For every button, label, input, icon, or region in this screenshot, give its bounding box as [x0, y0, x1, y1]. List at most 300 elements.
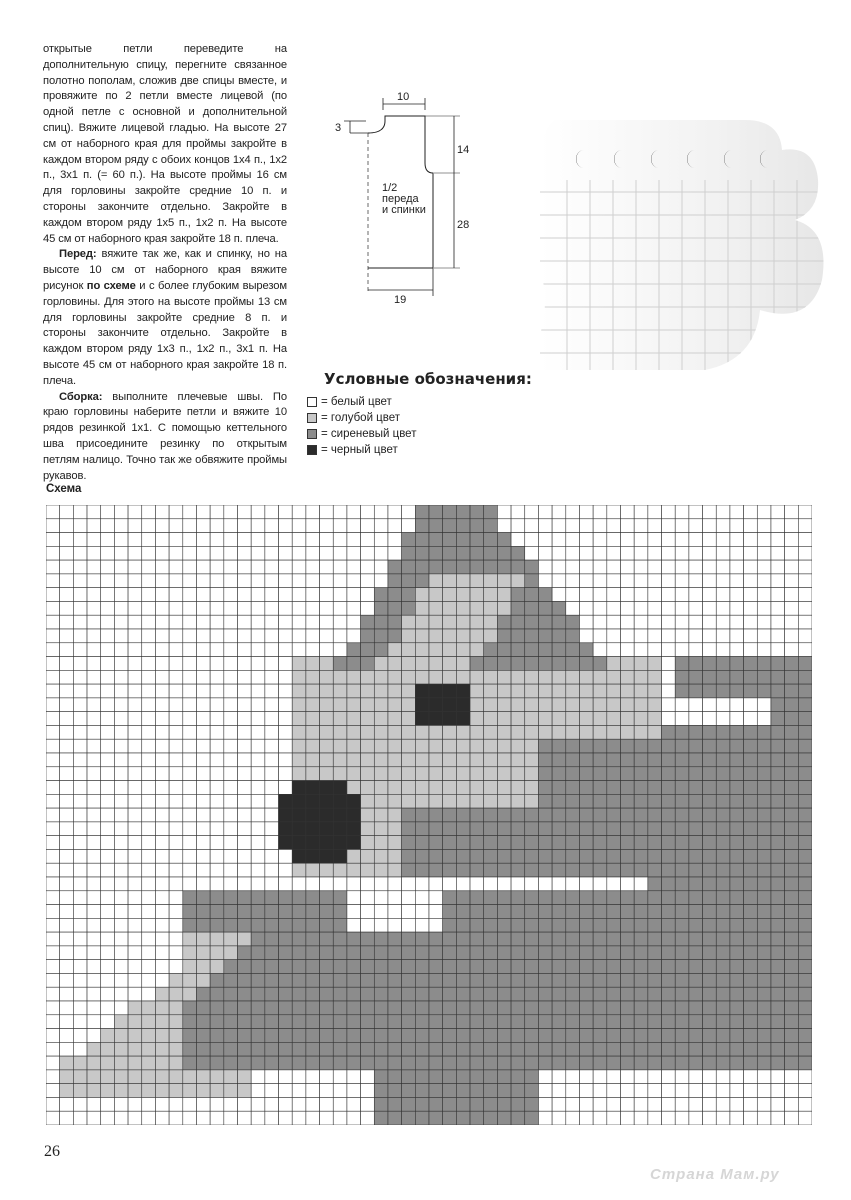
chart-cell: [429, 533, 443, 547]
chart-cell: [87, 877, 101, 891]
chart-cell: [402, 698, 416, 712]
chart-cell: [292, 1111, 306, 1125]
chart-cell: [402, 643, 416, 657]
chart-cell: [470, 1084, 484, 1098]
chart-cell: [251, 794, 265, 808]
chart-cell: [566, 1001, 580, 1015]
chart-cell: [470, 629, 484, 643]
chart-cell: [183, 712, 197, 726]
chart-cell: [306, 629, 320, 643]
chart-cell: [60, 767, 74, 781]
chart-cell: [101, 588, 115, 602]
chart-cell: [196, 684, 210, 698]
chart-cell: [183, 891, 197, 905]
chart-cell: [497, 698, 511, 712]
chart-cell: [415, 560, 429, 574]
chart-cell: [415, 1111, 429, 1125]
chart-cell: [87, 960, 101, 974]
chart-cell: [730, 643, 744, 657]
chart-cell: [798, 1029, 812, 1043]
chart-cell: [279, 725, 293, 739]
chart-cell: [621, 574, 635, 588]
chart-cell: [771, 781, 785, 795]
chart-cell: [87, 712, 101, 726]
chart-cell: [634, 505, 648, 519]
chart-cell: [155, 629, 169, 643]
chart-cell: [593, 1015, 607, 1029]
chart-cell: [46, 643, 60, 657]
legend-label: = сиреневый цвет: [321, 428, 417, 440]
chart-cell: [689, 1001, 703, 1015]
chart-cell: [114, 601, 128, 615]
chart-cell: [196, 946, 210, 960]
chart-cell: [251, 1097, 265, 1111]
chart-cell: [388, 849, 402, 863]
chart-cell: [621, 1001, 635, 1015]
chart-cell: [333, 615, 347, 629]
chart-cell: [470, 932, 484, 946]
chart-cell: [374, 753, 388, 767]
chart-cell: [497, 657, 511, 671]
chart-cell: [744, 946, 758, 960]
chart-cell: [538, 725, 552, 739]
chart-cell: [607, 1015, 621, 1029]
chart-cell: [730, 698, 744, 712]
chart-cell: [607, 643, 621, 657]
chart-cell: [511, 1042, 525, 1056]
chart-cell: [101, 1097, 115, 1111]
chart-cell: [621, 615, 635, 629]
chart-cell: [415, 615, 429, 629]
chart-cell: [579, 1001, 593, 1015]
chart-cell: [196, 1111, 210, 1125]
chart-cell: [798, 1056, 812, 1070]
chart-cell: [593, 1001, 607, 1015]
chart-cell: [101, 670, 115, 684]
chart-cell: [292, 849, 306, 863]
chart-cell: [402, 629, 416, 643]
chart-cell: [101, 629, 115, 643]
chart-cell: [183, 808, 197, 822]
chart-cell: [265, 601, 279, 615]
chart-cell: [607, 932, 621, 946]
chart-cell: [456, 1070, 470, 1084]
chart-cell: [361, 725, 375, 739]
chart-cell: [497, 1029, 511, 1043]
chart-cell: [538, 794, 552, 808]
chart-cell: [744, 877, 758, 891]
chart-cell: [566, 588, 580, 602]
chart-cell: [744, 657, 758, 671]
chart-cell: [538, 849, 552, 863]
chart-cell: [374, 960, 388, 974]
chart-cell: [703, 1001, 717, 1015]
chart-cell: [757, 849, 771, 863]
chart-cell: [662, 1042, 676, 1056]
chart-cell: [662, 670, 676, 684]
chart-cell: [703, 1097, 717, 1111]
chart-cell: [771, 808, 785, 822]
chart-cell: [388, 1015, 402, 1029]
chart-cell: [142, 863, 156, 877]
chart-cell: [73, 1084, 87, 1098]
chart-cell: [757, 546, 771, 560]
chart-cell: [238, 574, 252, 588]
chart-cell: [238, 698, 252, 712]
chart-cell: [238, 725, 252, 739]
chart-cell: [798, 849, 812, 863]
chart-cell: [511, 877, 525, 891]
chart-cell: [142, 877, 156, 891]
chart-cell: [538, 932, 552, 946]
chart-cell: [374, 836, 388, 850]
chart-cell: [497, 574, 511, 588]
chart-cell: [169, 822, 183, 836]
chart-cell: [265, 739, 279, 753]
chart-cell: [87, 987, 101, 1001]
chart-cell: [730, 615, 744, 629]
chart-cell: [73, 505, 87, 519]
chart-cell: [648, 1070, 662, 1084]
chart-cell: [456, 1111, 470, 1125]
chart-cell: [607, 794, 621, 808]
chart-cell: [429, 905, 443, 919]
chart-cell: [101, 560, 115, 574]
chart-cell: [744, 753, 758, 767]
chart-cell: [429, 505, 443, 519]
chart-cell: [265, 698, 279, 712]
chart-cell: [497, 822, 511, 836]
chart-cell: [730, 1042, 744, 1056]
chart-cell: [730, 1029, 744, 1043]
chart-cell: [265, 1056, 279, 1070]
chart-cell: [374, 877, 388, 891]
piece-label-1: 1/2: [382, 182, 398, 194]
chart-cell: [60, 712, 74, 726]
chart-cell: [552, 670, 566, 684]
chart-cell: [579, 712, 593, 726]
chart-cell: [757, 836, 771, 850]
chart-cell: [388, 932, 402, 946]
chart-cell: [169, 794, 183, 808]
chart-cell: [744, 739, 758, 753]
chart-cell: [785, 574, 799, 588]
chart-cell: [128, 1111, 142, 1125]
chart-cell: [415, 1084, 429, 1098]
chart-cell: [757, 1029, 771, 1043]
chart-cell: [101, 932, 115, 946]
chart-cell: [511, 684, 525, 698]
chart-cell: [224, 822, 238, 836]
chart-cell: [183, 932, 197, 946]
legend-item: [307, 426, 532, 442]
chart-cell: [757, 601, 771, 615]
chart-cell: [251, 560, 265, 574]
chart-cell: [662, 1070, 676, 1084]
chart-cell: [621, 960, 635, 974]
chart-cell: [415, 877, 429, 891]
chart-cell: [155, 946, 169, 960]
chart-cell: [634, 601, 648, 615]
chart-cell: [210, 1070, 224, 1084]
chart-cell: [374, 1056, 388, 1070]
chart-cell: [757, 588, 771, 602]
chart-cell: [525, 546, 539, 560]
chart-cell: [470, 836, 484, 850]
chart-cell: [114, 1097, 128, 1111]
chart-cell: [484, 643, 498, 657]
chart-cell: [142, 1070, 156, 1084]
chart-cell: [279, 657, 293, 671]
chart-cell: [662, 987, 676, 1001]
chart-cell: [579, 505, 593, 519]
legend: [307, 370, 532, 458]
chart-cell: [196, 808, 210, 822]
chart-cell: [292, 836, 306, 850]
chart-cell: [730, 849, 744, 863]
chart-cell: [306, 1111, 320, 1125]
chart-cell: [634, 918, 648, 932]
chart-cell: [566, 1111, 580, 1125]
chart-cell: [415, 891, 429, 905]
chart-cell: [525, 670, 539, 684]
chart-cell: [593, 533, 607, 547]
chart-cell: [456, 574, 470, 588]
chart-cell: [320, 1015, 334, 1029]
chart-cell: [128, 877, 142, 891]
chart-cell: [593, 849, 607, 863]
chart-cell: [744, 601, 758, 615]
chart-cell: [648, 601, 662, 615]
chart-cell: [566, 1070, 580, 1084]
chart-cell: [744, 574, 758, 588]
chart-cell: [265, 1097, 279, 1111]
chart-cell: [579, 1084, 593, 1098]
chart-cell: [785, 918, 799, 932]
chart-cell: [730, 560, 744, 574]
chart-cell: [538, 588, 552, 602]
chart-cell: [306, 781, 320, 795]
chart-cell: [128, 767, 142, 781]
chart-cell: [320, 932, 334, 946]
chart-cell: [552, 932, 566, 946]
legend-swatch: [307, 445, 317, 455]
chart-cell: [279, 973, 293, 987]
chart-cell: [388, 601, 402, 615]
chart-cell: [484, 684, 498, 698]
chart-cell: [87, 657, 101, 671]
chart-cell: [128, 533, 142, 547]
chart-cell: [552, 794, 566, 808]
chart-cell: [320, 601, 334, 615]
chart-cell: [785, 1070, 799, 1084]
chart-cell: [634, 1097, 648, 1111]
chart-cell: [128, 822, 142, 836]
chart-cell: [279, 574, 293, 588]
chart-cell: [744, 1056, 758, 1070]
chart-cell: [798, 987, 812, 1001]
chart-cell: [552, 849, 566, 863]
chart-cell: [142, 808, 156, 822]
chart-cell: [443, 519, 457, 533]
chart-cell: [484, 973, 498, 987]
chart-cell: [716, 670, 730, 684]
chart-cell: [607, 698, 621, 712]
chart-cell: [716, 822, 730, 836]
chart-cell: [443, 1029, 457, 1043]
chart-cell: [497, 643, 511, 657]
chart-cell: [60, 1111, 74, 1125]
chart-cell: [320, 588, 334, 602]
chart-cell: [525, 1097, 539, 1111]
chart-cell: [114, 657, 128, 671]
chart-cell: [374, 987, 388, 1001]
chart-cell: [634, 946, 648, 960]
chart-cell: [429, 725, 443, 739]
chart-cell: [798, 739, 812, 753]
chart-cell: [169, 519, 183, 533]
chart-cell: [771, 574, 785, 588]
chart-cell: [210, 905, 224, 919]
chart-cell: [388, 946, 402, 960]
chart-cell: [443, 546, 457, 560]
chart-cell: [798, 1111, 812, 1125]
chart-cell: [757, 505, 771, 519]
chart-cell: [730, 794, 744, 808]
chart-cell: [634, 932, 648, 946]
legend-item: [307, 410, 532, 426]
chart-cell: [552, 767, 566, 781]
chart-cell: [771, 794, 785, 808]
chart-cell: [689, 822, 703, 836]
chart-cell: [716, 794, 730, 808]
chart-cell: [210, 794, 224, 808]
chart-cell: [744, 712, 758, 726]
chart-cell: [292, 946, 306, 960]
chart-cell: [415, 987, 429, 1001]
chart-cell: [333, 670, 347, 684]
chart-cell: [484, 1084, 498, 1098]
chart-cell: [415, 1001, 429, 1015]
chart-cell: [730, 629, 744, 643]
chart-cell: [388, 574, 402, 588]
chart-cell: [320, 1084, 334, 1098]
chart-cell: [60, 836, 74, 850]
chart-cell: [388, 960, 402, 974]
chart-cell: [320, 505, 334, 519]
chart-cell: [210, 877, 224, 891]
chart-cell: [128, 1097, 142, 1111]
chart-cell: [238, 643, 252, 657]
chart-cell: [470, 891, 484, 905]
chart-cell: [114, 546, 128, 560]
chart-cell: [484, 891, 498, 905]
chart-cell: [566, 960, 580, 974]
chart-cell: [593, 560, 607, 574]
chart-cell: [306, 698, 320, 712]
chart-cell: [87, 574, 101, 588]
chart-cell: [101, 1056, 115, 1070]
chart-cell: [320, 891, 334, 905]
chart-cell: [415, 629, 429, 643]
chart-cell: [306, 794, 320, 808]
chart-cell: [798, 877, 812, 891]
chart-cell: [443, 822, 457, 836]
chart-cell: [374, 1084, 388, 1098]
chart-cell: [101, 1111, 115, 1125]
chart-cell: [183, 560, 197, 574]
chart-cell: [443, 973, 457, 987]
chart-cell: [292, 1029, 306, 1043]
chart-cell: [333, 932, 347, 946]
chart-cell: [265, 1001, 279, 1015]
chart-cell: [292, 601, 306, 615]
chart-cell: [634, 670, 648, 684]
chart-cell: [196, 1001, 210, 1015]
chart-cell: [320, 739, 334, 753]
chart-cell: [593, 1042, 607, 1056]
chart-cell: [292, 794, 306, 808]
chart-cell: [169, 533, 183, 547]
chart-cell: [388, 670, 402, 684]
chart-cell: [238, 546, 252, 560]
chart-cell: [46, 1097, 60, 1111]
chart-cell: [757, 1015, 771, 1029]
chart-cell: [443, 1111, 457, 1125]
chart-cell: [101, 781, 115, 795]
chart-cell: [579, 1029, 593, 1043]
chart-cell: [511, 698, 525, 712]
chart-cell: [634, 753, 648, 767]
chart-cell: [566, 739, 580, 753]
chart-cell: [402, 725, 416, 739]
chart-cell: [621, 643, 635, 657]
chart-cell: [374, 560, 388, 574]
chart-cell: [73, 712, 87, 726]
chart-cell: [73, 1015, 87, 1029]
chart-cell: [798, 519, 812, 533]
chart-cell: [320, 987, 334, 1001]
chart-cell: [306, 1097, 320, 1111]
chart-cell: [538, 767, 552, 781]
chart-cell: [730, 781, 744, 795]
chart-cell: [511, 533, 525, 547]
chart-cell: [429, 615, 443, 629]
chart-cell: [224, 601, 238, 615]
chart-cell: [402, 519, 416, 533]
chart-cell: [730, 1084, 744, 1098]
chart-cell: [279, 946, 293, 960]
chart-cell: [210, 863, 224, 877]
chart-cell: [128, 519, 142, 533]
chart-cell: [101, 1001, 115, 1015]
chart-cell: [265, 684, 279, 698]
chart-cell: [114, 505, 128, 519]
chart-cell: [238, 601, 252, 615]
chart-cell: [279, 615, 293, 629]
chart-cell: [114, 905, 128, 919]
chart-cell: [607, 987, 621, 1001]
chart-cell: [210, 725, 224, 739]
chart-cell: [484, 1001, 498, 1015]
chart-cell: [402, 684, 416, 698]
chart-cell: [470, 753, 484, 767]
chart-cell: [306, 1029, 320, 1043]
chart-cell: [484, 533, 498, 547]
chart-cell: [579, 849, 593, 863]
chart-cell: [251, 863, 265, 877]
chart-cell: [292, 891, 306, 905]
